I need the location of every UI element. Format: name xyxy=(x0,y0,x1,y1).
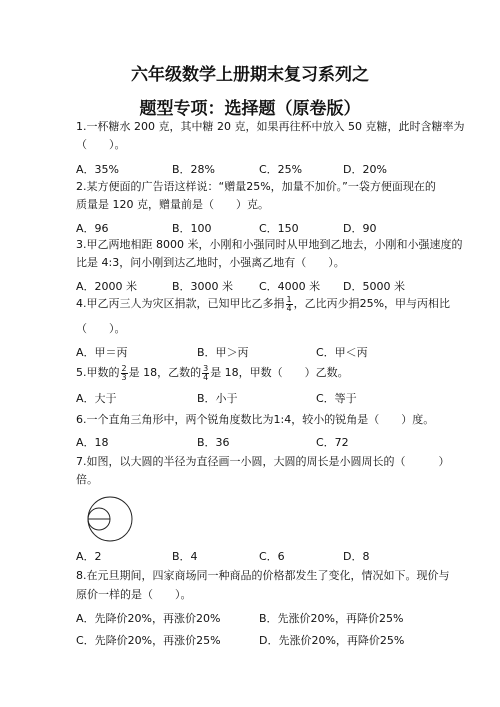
q7-option-c: C．6 xyxy=(259,550,285,563)
q8-option-a: A．先降价20%，再涨价20% xyxy=(76,612,221,625)
q7-option-b: B．4 xyxy=(172,550,198,563)
question-2-line-1: 2.某方便面的广告语这样说：“赠量25%，加量不加价。”一袋方便面现在的 xyxy=(76,180,436,193)
q3-option-a: A．2000 米 xyxy=(76,280,138,293)
q5-fraction-2-den: 4 xyxy=(203,372,209,382)
concentric-circles-figure xyxy=(85,494,135,544)
q1-option-d: D．20% xyxy=(343,163,387,176)
q5-fraction-1 xyxy=(121,365,128,382)
q5-option-a: A．大于 xyxy=(76,392,117,405)
question-5-line-1 xyxy=(76,364,426,382)
question-7-line-2: 倍。 xyxy=(76,473,98,486)
q5-fraction-1-den: 3 xyxy=(121,372,127,382)
q8-option-c: C．先降价20%，再涨价25% xyxy=(76,634,221,647)
question-4-line-2: （ ）。 xyxy=(76,322,126,335)
q4-option-a: A．甲＝丙 xyxy=(76,346,128,359)
title-line-1: 六年级数学上册期末复习系列之 xyxy=(131,65,369,85)
q4-text-post: ，乙比丙少捐25%，甲与丙相比 xyxy=(293,297,451,310)
q4-option-c: C．甲＜丙 xyxy=(316,346,368,359)
q1-option-c: C．25% xyxy=(259,163,303,176)
q8-option-d: D．先涨价20%，再降价25% xyxy=(259,634,405,647)
q3-option-c: C．4000 米 xyxy=(259,280,321,293)
question-8-line-2: 原价一样的是（ ）。 xyxy=(76,588,192,601)
question-4-line-1 xyxy=(76,294,451,313)
q7-option-d: D．8 xyxy=(343,550,370,563)
question-7-line-1: 7.如图，以大圆的半径为直径画一小圆，大圆的周长是小圆周长的（ ） xyxy=(76,455,450,468)
question-2-line-2: 质量是 120 克，赠量前是（ ）克。 xyxy=(76,198,269,211)
question-8-line-1: 8.在元旦期间，四家商场同一种商品的价格都发生了变化，情况如下。现价与 xyxy=(76,569,450,582)
q2-option-c: C．150 xyxy=(259,222,299,235)
q8-option-b: B．先涨价20%，再降价25% xyxy=(259,612,404,625)
q4-fraction-num: 1 xyxy=(286,294,292,304)
q5-text-3: 是 18，甲数（ ）乙数。 xyxy=(210,366,349,379)
q2-option-b: B．100 xyxy=(172,222,212,235)
q1-option-a: A．35% xyxy=(76,163,119,176)
question-3-line-1: 3.甲乙两地相距 8000 米，小刚和小强同时从甲地到乙地去，小刚和小强速度的 xyxy=(76,238,463,251)
q4-text-pre: 4.甲乙丙三人为灾区捐款，已知甲比乙多捐 xyxy=(76,297,285,310)
q3-option-b: B．3000 米 xyxy=(172,280,234,293)
question-1-line-1: 1.一杯糖水 200 克，其中糖 20 克，如果再往杯中放入 50 克糖，此时含糖率为 xyxy=(76,120,465,133)
q5-fraction-1-num: 2 xyxy=(121,363,127,373)
title-line-2: 题型专项：选择题（原卷版） xyxy=(139,99,361,119)
q6-option-a: A．18 xyxy=(76,436,109,449)
question-1-line-2: （ ）。 xyxy=(76,138,126,151)
q6-option-c: C．72 xyxy=(316,436,349,449)
q2-option-a: A．96 xyxy=(76,222,109,235)
q7-option-a: A．2 xyxy=(76,550,102,563)
q4-fraction xyxy=(286,296,293,313)
q5-option-c: C．等于 xyxy=(316,392,357,405)
q6-option-b: B．36 xyxy=(197,436,230,449)
q5-fraction-2 xyxy=(202,365,209,382)
q5-text-2: 是 18，乙数的 xyxy=(128,366,202,379)
q1-option-b: B．28% xyxy=(172,163,215,176)
question-3-line-2: 比是 4:3，问小刚到达乙地时，小强离乙地有（ ）。 xyxy=(76,256,345,269)
q5-text-1: 5.甲数的 xyxy=(76,366,120,379)
q3-option-d: D．5000 米 xyxy=(343,280,405,293)
q4-fraction-den: 4 xyxy=(286,303,292,313)
q5-option-b: B．小于 xyxy=(197,392,238,405)
q4-option-b: B．甲＞丙 xyxy=(197,346,249,359)
q5-fraction-2-num: 3 xyxy=(203,363,209,373)
q2-option-d: D．90 xyxy=(343,222,377,235)
question-6-line-1: 6.一个直角三角形中，两个锐角度数比为1:4，较小的锐角是（ ）度。 xyxy=(76,413,435,426)
